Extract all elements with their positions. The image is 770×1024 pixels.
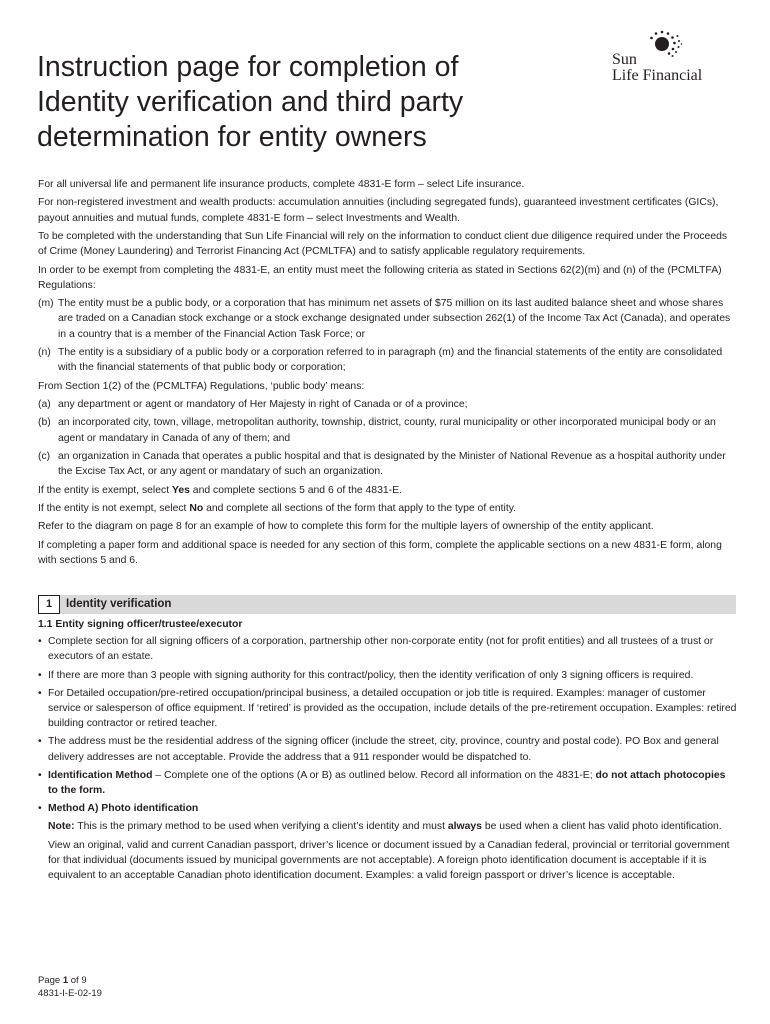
page-number [38, 974, 102, 987]
item-label: (c) [38, 450, 51, 462]
item-label: (a) [38, 398, 51, 410]
title-line-2: Identity verification and third party [37, 86, 464, 118]
method-a-note [48, 819, 738, 834]
intro-paragraph: For non-registered investment and wealth products: accumulation annuities (including segregated funds), guaranteed investment certificates (GICs), payout annuities and mutual funds, complete 4831-E form – select Investments and Wealth. [38, 197, 719, 224]
bold-run: Method A) Photo identification [48, 803, 199, 815]
logo-line-1: Sun [612, 51, 637, 68]
sun-life-logo [612, 30, 740, 82]
list-item [38, 734, 738, 764]
item-label: (n) [38, 346, 51, 358]
list-item [38, 668, 738, 683]
title-line-1: Instruction page for completion of [37, 51, 459, 83]
definition-item-c [38, 449, 738, 479]
bullet-icon: • [38, 736, 42, 748]
intro-section [38, 177, 738, 571]
not-exempt-instruction [38, 501, 738, 516]
definition-item-a [38, 397, 738, 412]
text-run: If the entity is not exempt, select [38, 502, 190, 514]
intro-paragraph: Refer to the diagram on page 8 for an example of how to complete this form for the multiple layers of ownership of the entity applicant. [38, 521, 654, 533]
bullet-icon: • [38, 769, 42, 781]
text-run: Page [38, 975, 63, 986]
item-text: The entity is a subsidiary of a public body or a corporation referred to in paragraph (m) and the financial statements of the entity are consolidated with the financial statements of that public body or corporation; [58, 346, 723, 374]
method-a-description: View an original, valid and current Canadian passport, driver’s licence or document issued by a Canadian federal, provincial or territorial government for that individual (documents issued by municipal governments are not acceptable). A foreign photo identification document is acceptable if it is equivalent to an acceptable Canadian photo identification document. Examples: a valid foreign passport or driver’s licence is acceptable. [48, 839, 730, 882]
intro-paragraph: For all universal life and permanent life insurance products, complete 4831-E form – select Life insurance. [38, 179, 525, 190]
list-item [38, 634, 738, 664]
intro-paragraph: From Section 1(2) of the (PCMLTFA) Regulations, ‘public body’ means: [38, 380, 365, 392]
item-label: (b) [38, 417, 51, 429]
criteria-item-m [38, 296, 738, 342]
current-page: 1 [62, 975, 69, 986]
bold-run: do not attach photocopies to the form. [48, 769, 726, 797]
bullet-icon: • [38, 636, 42, 648]
title-line-3: determination for entity owners [37, 121, 427, 153]
bullet-text: Complete section for all signing officers of a corporation, partnership other non-corporate entity (not for profit entities) and all trustees of a trust or executors of an estate. [48, 636, 714, 663]
bold-no: No [189, 502, 204, 514]
text-run: If the entity is exempt, select [38, 484, 172, 496]
item-text: any department or agent or mandatory of Her Majesty in right of Canada or of a province; [58, 398, 468, 410]
text-run: and complete all sections of the form that apply to the type of entity. [203, 502, 517, 514]
criteria-item-n [38, 345, 738, 375]
item-label: (m) [38, 298, 54, 310]
bullet-text: For Detailed occupation/pre-retired occupation/principal business, a detailed occupation or job title is required. Examples: manager of customer service or salesperson of office equipment. If ‘retired’ is provided as the occupation, include details of the pre-retirement occupation. Examples: retired building contractor or retired teacher. [48, 687, 737, 730]
bullet-icon: • [38, 687, 42, 699]
logo-line-2: Life Financial [612, 67, 703, 84]
intro-paragraph: In order to be exempt from completing the 4831-E, an entity must meet the following criteria as stated in Sections 62(2)(m) and (n) of the (PCMLTFA) Regulations: [38, 264, 722, 291]
item-text: an incorporated city, town, village, metropolitan authority, township, district, county, rural municipality or other incorporated municipal body or an agent or mandatary in Canada of any of them; and [58, 417, 716, 444]
bold-run: always [447, 821, 482, 833]
exempt-instruction [38, 483, 738, 498]
bold-yes: Yes [171, 484, 190, 496]
sun-icon [648, 30, 684, 60]
bullet-text: The address must be the residential address of the signing officer (include the street, city, province, country and postal code). PO Box and general delivery addresses are not acceptable. Provide the address that a 911 responder would be dispatched to. [48, 736, 719, 763]
intro-paragraph: If completing a paper form and additional space is needed for any section of this form, complete the applicable sections on a new 4831-E form, along with sections 5 and 6. [38, 539, 722, 566]
definition-item-b [38, 415, 738, 445]
intro-paragraph: To be completed with the understanding that Sun Life Financial will rely on the information to conduct client due diligence required under the Proceeds of Crime (Money Laundering) and Terrorist Financing Act (PCMLTFA) and to satisfy applicable regulatory requirements. [38, 230, 728, 258]
page-title [37, 50, 557, 155]
text-run: – Complete one of the options (A or B) as outlined below. Record all information on the 4831-E; [152, 769, 596, 781]
bullet-text [48, 801, 738, 816]
list-item [38, 801, 738, 816]
text-run: This is the primary method to be used when verifying a client’s identity and must [74, 821, 448, 833]
section-title: Identity verification [66, 598, 172, 610]
subsection-title: 1.1 Entity signing officer/trustee/executor [38, 619, 243, 630]
text-run: be used when a client has valid photo identification. [481, 821, 722, 833]
bold-run: Identification Method [48, 769, 153, 781]
list-item [38, 768, 738, 798]
bullet-text [48, 768, 738, 798]
section-number: 1 [38, 595, 60, 614]
item-text: The entity must be a public body, or a corporation that has minimum net assets of $75 million on its last audited balance sheet and whose shares are traded on a Canadian stock exchange or a stock exchange designated under subsection 262(1) of the Income Tax Act (Canada), and operates in a country that is a member of the Financial Action Task Force; or [58, 298, 731, 340]
text-run: and complete sections 5 and 6 of the 4831-E. [189, 484, 402, 496]
bold-run: Note: [48, 821, 75, 833]
bullet-icon: • [38, 669, 42, 681]
page-footer [38, 974, 102, 1000]
list-item [38, 686, 738, 732]
section-header [38, 595, 736, 614]
bullet-icon: • [38, 803, 42, 815]
bullet-text: If there are more than 3 people with signing authority for this contract/policy, then the identity verification of only 3 signing officers is required. [48, 669, 694, 681]
section-1-body [38, 617, 738, 886]
item-text: an organization in Canada that operates a public hospital and that is designated by the Minister of National Revenue as a hospital authority under the Excise Tax Act, or any agent or mandatary of such an organization. [58, 450, 726, 478]
text-run: of 9 [68, 975, 87, 986]
form-code: 4831-I-E-02-19 [38, 988, 102, 999]
